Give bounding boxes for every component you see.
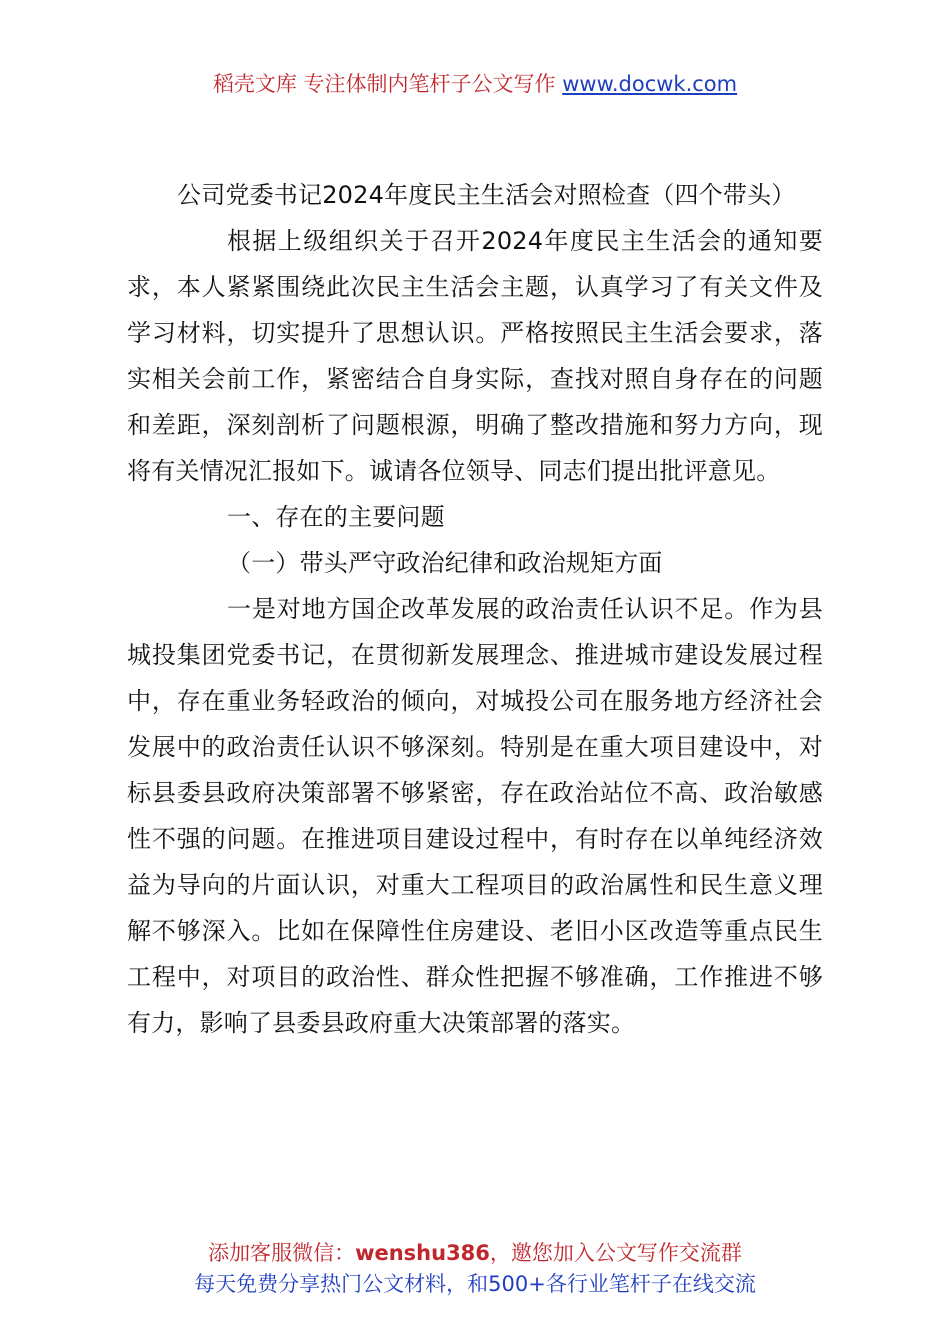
page-footer: [0, 1238, 950, 1300]
subsection-heading: （一）带头严守政治纪律和政治规矩方面: [227, 549, 663, 577]
footer-promo-line: 每天免费分享热门公文材料，和500+各行业笔杆子在线交流: [194, 1272, 756, 1296]
header-url-link[interactable]: www.docwk.com: [562, 72, 738, 96]
header-brand: 稻壳文库 专注体制内笔杆子公文写作: [212, 72, 556, 96]
footer-contact-suffix: ，邀您加入公文写作交流群: [489, 1241, 742, 1265]
body-paragraph: 一是对地方国企改革发展的政治责任认识不足。作为县城投集团党委书记，在贯彻新发展理念、推进城市建设发展过程中，存在重业务轻政治的倾向，对城投公司在服务地方经济社会发展中的政治责任认识不够深刻。特别是在重大项目建设中，对标县委县政府决策部署不够紧密，存在政治站位不高、政治敏感性不强的问题。在推进项目建设过程中，有时存在以单纯经济效益为导向的片面认识，对重大工程项目的政治属性和民生意义理解不够深入。比如在保障性住房建设、老旧小区改造等重点民生工程中，对项目的政治性、群众性把握不够准确，工作推进不够有力，影响了县委县政府重大决策部署的落实。: [127, 595, 823, 1037]
footer-wechat-id: wenshu386: [355, 1241, 490, 1265]
footer-contact-line: [0, 1238, 950, 1269]
section-heading: 一、存在的主要问题: [227, 503, 445, 531]
page-header: [0, 68, 950, 100]
intro-paragraph: 根据上级组织关于召开2024年度民主生活会的通知要求，本人紧紧围绕此次民主生活会主题，认真学习了有关文件及学习材料，切实提升了思想认识。严格按照民主生活会要求，落实相关会前工作，紧密结合自身实际，查找对照自身存在的问题和差距，深刻剖析了问题根源，明确了整改措施和努力方向，现将有关情况汇报如下。诚请各位领导、同志们提出批评意见。: [127, 227, 823, 485]
document-body: [127, 172, 823, 1046]
footer-contact-prefix: 添加客服微信：: [208, 1241, 356, 1265]
document-title: 公司党委书记2024年度民主生活会对照检查（四个带头）: [177, 181, 796, 209]
